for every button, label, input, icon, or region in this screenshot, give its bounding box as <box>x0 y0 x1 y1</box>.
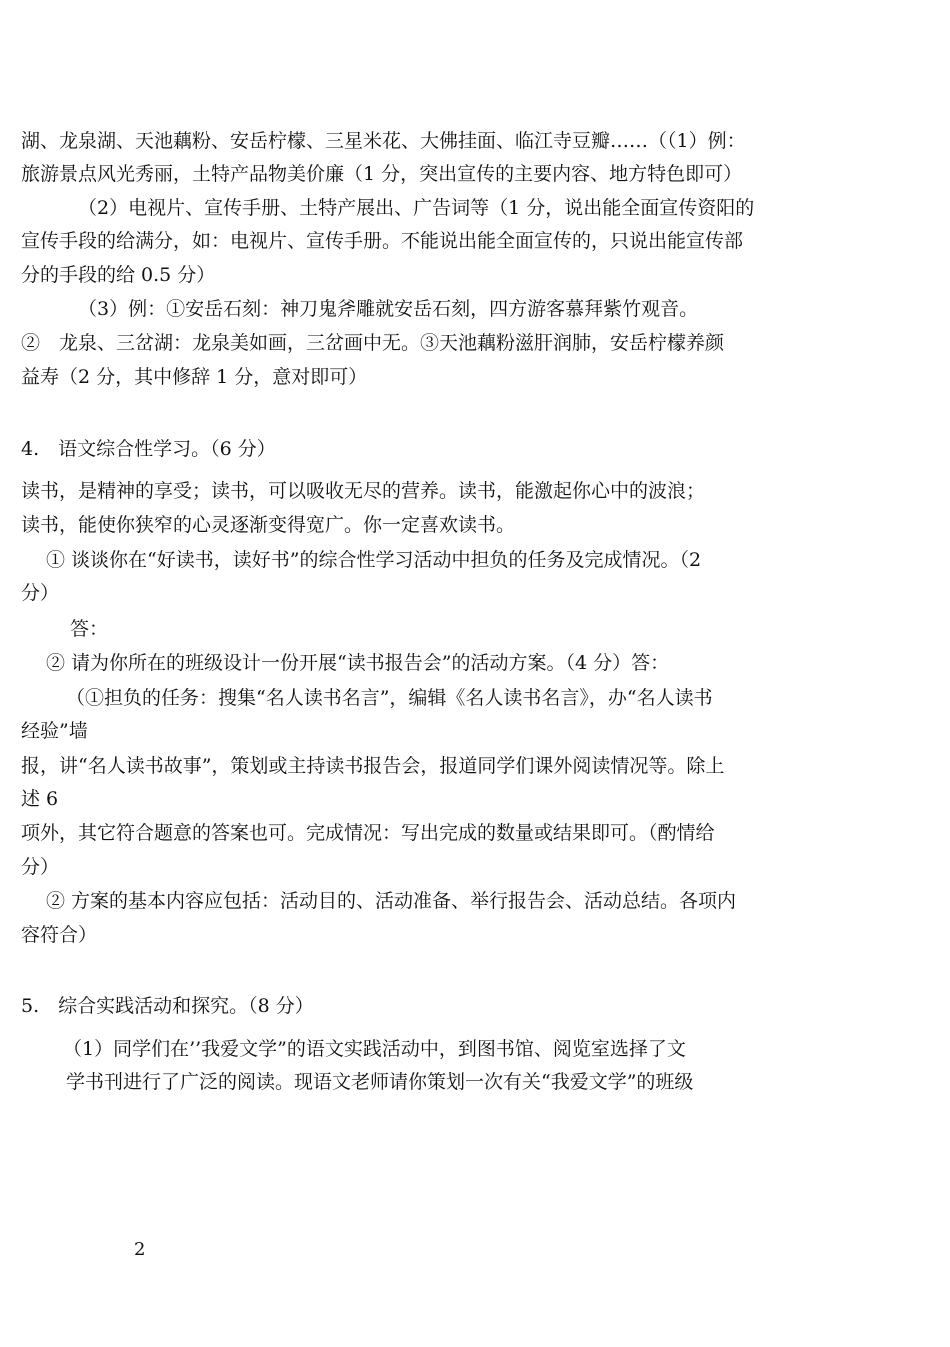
text-line: （1）同学们在’’我爱文学”的语文实践活动中，到图书馆、阅览室选择了文 <box>63 1038 686 1060</box>
text-line: 湖、龙泉湖、天池藕粉、安岳柠檬、三星米花、大佛挂面、临江寺豆瓣……（（1）例： <box>21 130 746 152</box>
text-line: ① 谈谈你在“好读书，读好书”的综合性学习活动中担负的任务及完成情况。（2 <box>46 549 702 571</box>
text-line: 益寿（2 分，其中修辞 1 分，意对即可） <box>21 366 368 388</box>
text-line: 容符合） <box>21 924 98 946</box>
text-line: （①担负的任务：搜集“名人读书名言”，编辑《名人读书名言》，办“名人读书 <box>66 687 713 709</box>
text-line: 分） <box>21 856 60 878</box>
section-heading: 4. 语文综合性学习。（6 分） <box>21 438 276 460</box>
text-line: 读书，是精神的享受；读书，可以吸收无尽的营养。读书，能激起你心中的波浪； <box>21 480 706 502</box>
text-line: 分） <box>21 582 60 604</box>
text-line: 学书刊进行了广泛的阅读。现语文老师请你策划一次有关“我爱文学”的班级 <box>66 1071 694 1093</box>
text-line: 读书，能使你狭窄的心灵逐渐变得宽广。你一定喜欢读书。 <box>21 514 516 536</box>
text-line: 宣传手段的给满分，如：电视片、宣传手册。不能说出能全面宣传的，只说出能宣传部 <box>21 230 744 252</box>
text-line: （3）例：①安岳石刻：神刀鬼斧雕就安岳石刻，四方游客慕拜紫竹观音。 <box>78 298 699 320</box>
text-line: 项外，其它符合题意的答案也可。完成情况：写出完成的数量或结果即可。（酌情给 <box>21 822 715 844</box>
text-line: 旅游景点风光秀丽，土特产品物美价廉（1 分，突出宣传的主要内容、地方特色即可） <box>21 163 743 185</box>
text-line: （2）电视片、宣传手册、土特产展出、广告词等（1 分，说出能全面宣传资阳的 <box>78 197 755 219</box>
section-heading: 5. 综合实践活动和探究。（8 分） <box>21 995 314 1017</box>
text-line: ② 方案的基本内容应包括：活动目的、活动准备、举行报告会、活动总结。各项内 <box>46 890 737 912</box>
text-line: 述 6 <box>21 788 59 810</box>
page-number: 2 <box>134 1239 146 1260</box>
text-line: 分的手段的给 0.5 分） <box>21 264 216 286</box>
text-line: ② 龙泉、三岔湖：龙泉美如画，三岔画中无。③天池藕粉滋肝润肺，安岳柠檬养颜 <box>21 332 725 354</box>
text-line: ② 请为你所在的班级设计一份开展“读书报告会”的活动方案。（4 分）答： <box>46 652 670 674</box>
text-line: 经验”墙 <box>21 720 88 742</box>
text-line: 报，讲“名人读书故事”，策划或主持读书报告会，报道同学们课外阅读情况等。除上 <box>21 755 725 777</box>
text-line: 答： <box>70 618 109 640</box>
